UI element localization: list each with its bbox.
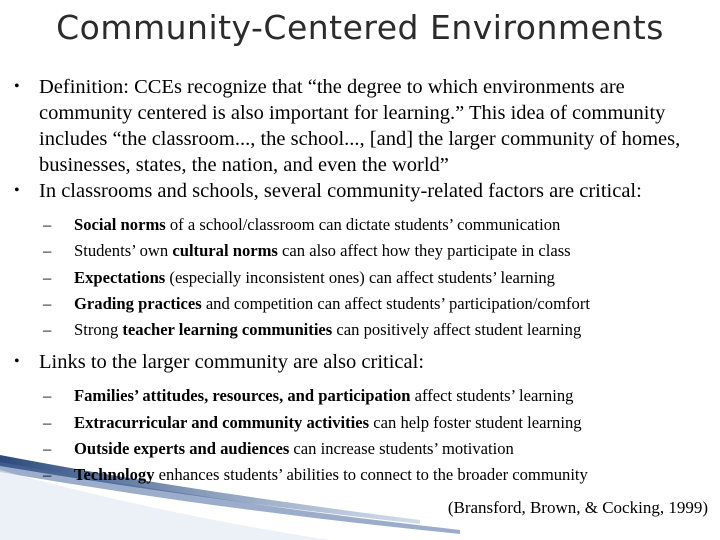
list-item: – Students’ own cultural norms can also affect how they participate in class (12, 238, 712, 264)
dash-glyph: – (43, 386, 52, 406)
definition-text: : CCEs recognize that “the degree to which environments are community centered is also important for learning.” This idea of community includes “the classroom..., the school..., [and] the larger community of homes, businesses, states, the nation, and even the world” (39, 76, 681, 176)
dash-glyph: – (43, 320, 52, 340)
bullet-definition (12, 74, 712, 178)
bullet-glyph: • (14, 182, 20, 199)
slide-title: Community-Centered Environments (56, 8, 664, 47)
list-item: – Technology enhances students’ abilities to connect to the broader community (12, 462, 712, 488)
list-item: – Grading practices and competition can affect students’ participation/comfort (12, 291, 712, 317)
list-item: – Outside experts and audiences can increase students’ motivation (12, 436, 712, 462)
dash-glyph: – (43, 215, 52, 234)
slide-content (12, 74, 712, 495)
classroom-factors-intro: In classrooms and schools, several community-related factors are critical: (39, 180, 642, 202)
dash-glyph: – (43, 267, 52, 287)
dash-glyph: – (43, 412, 52, 432)
bullet-community-links (12, 349, 712, 375)
list-item: – Families’ attitudes, resources, and participation affect students’ learning (12, 383, 712, 409)
definition-lead: Definition (39, 76, 124, 98)
list-item: – Social norms of a school/classroom can dictate students’ communication (12, 212, 712, 238)
citation: (Bransford, Brown, & Cocking, 1999) (447, 498, 708, 517)
bullet-classroom-factors (12, 178, 712, 204)
list-item: – Expectations (especially inconsistent ones) can affect students’ learning (12, 265, 712, 291)
dash-glyph: – (43, 293, 52, 313)
classroom-factors-list (12, 212, 712, 343)
list-item: – Strong teacher learning communities can positively affect student learning (12, 317, 712, 343)
dash-glyph: – (43, 439, 52, 459)
dash-glyph: – (43, 241, 52, 261)
bullet-glyph: • (14, 353, 20, 371)
community-links-list (12, 383, 712, 488)
dash-glyph: – (43, 465, 52, 485)
list-item: – Extracurricular and community activities can help foster student learning (12, 410, 712, 436)
bullet-glyph: • (14, 78, 20, 95)
community-links-intro: Links to the larger community are also critical: (39, 351, 425, 374)
